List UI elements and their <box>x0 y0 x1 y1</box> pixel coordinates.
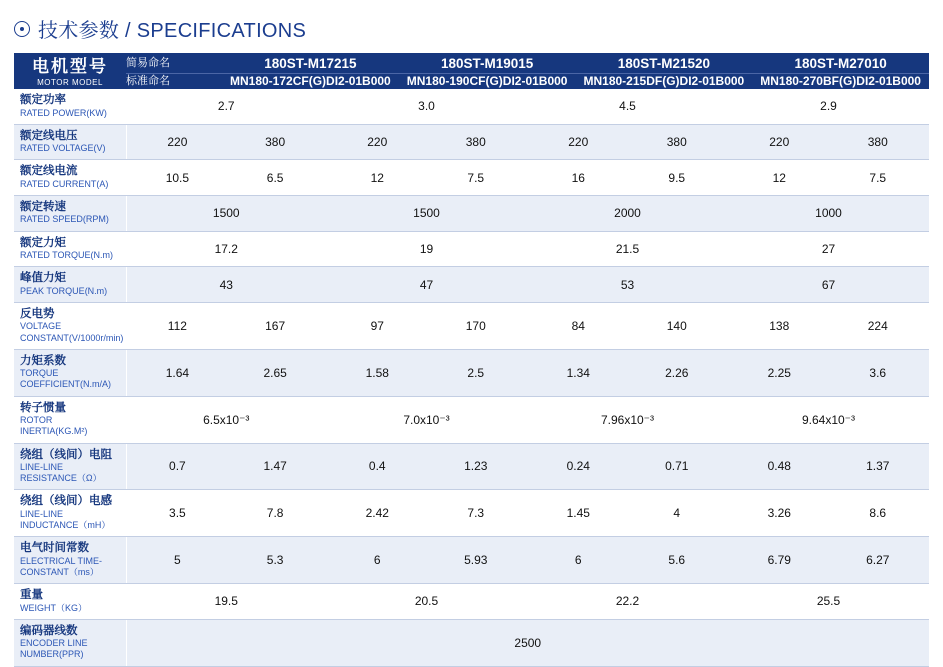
dual-value-group <box>730 459 927 473</box>
model-naming-table <box>126 55 929 89</box>
row-label-en: RATED TORQUE(N.m) <box>20 250 114 261</box>
cell-value: 97 <box>370 318 384 333</box>
row-label-cn: 电气时间常数 <box>20 542 89 555</box>
dual-value-group <box>529 366 726 380</box>
table-cell <box>527 443 728 490</box>
standard-naming-row <box>126 74 929 90</box>
cell-value: 20.5 <box>414 594 439 609</box>
row-label-cn: 力矩系数 <box>20 354 66 367</box>
cell-value: 220 <box>367 135 388 150</box>
dual-value-group <box>730 135 927 149</box>
dual-value-group <box>129 366 325 380</box>
table-row <box>14 490 929 537</box>
row-label <box>14 160 126 196</box>
dual-value-group <box>730 506 927 520</box>
model-naming-header-cell <box>126 55 929 89</box>
cell-value: 19 <box>419 241 434 256</box>
cell-value: 3.26 <box>767 506 791 521</box>
dual-value-group <box>129 319 325 333</box>
table-cell <box>326 124 527 160</box>
cell-value: 7.3 <box>467 506 485 521</box>
row-label-cn: 绕组（线间）电阻 <box>20 448 112 461</box>
model-name-simple: 180ST-M21520 <box>576 55 753 73</box>
row-label-en: TORQUE COEFFICIENT(N.m/A) <box>20 368 111 390</box>
table-cell <box>728 196 929 232</box>
row-label-cn: 额定力矩 <box>20 236 66 249</box>
cell-value: 170 <box>465 318 486 333</box>
motor-model-header-cell <box>14 55 126 89</box>
cell-value: 0.24 <box>566 459 590 474</box>
cell-value: 22.2 <box>615 594 640 609</box>
table-cell <box>126 302 326 349</box>
table-cell <box>326 349 527 396</box>
cell-value: 6.5x10⁻³ <box>203 412 250 427</box>
cell-value: 0.7 <box>169 459 186 474</box>
row-label-cn: 峰值力矩 <box>20 272 66 285</box>
cell-value: 220 <box>167 135 188 150</box>
dual-value-group <box>129 459 325 473</box>
table-cell <box>527 490 728 537</box>
table-row <box>14 584 929 620</box>
dual-value-group <box>129 135 325 149</box>
table-cell <box>728 490 929 537</box>
row-label-cn: 额定线电流 <box>20 165 78 178</box>
table-row <box>14 124 929 160</box>
table-cell <box>326 302 527 349</box>
row-label-en: ELECTRICAL TIME-CONSTANT（ms） <box>20 555 103 577</box>
cell-value: 9.64x10⁻³ <box>801 412 856 427</box>
row-label-cn: 额定转速 <box>20 201 66 214</box>
table-cell <box>728 584 929 620</box>
table-row-encoder <box>14 619 929 666</box>
table-cell <box>728 537 929 584</box>
table-row <box>14 396 929 443</box>
cell-value: 220 <box>769 135 790 150</box>
table-cell <box>326 231 527 267</box>
encoder-line-number-value: 2500 <box>126 619 929 666</box>
row-label <box>14 537 126 584</box>
table-cell <box>126 584 326 620</box>
cell-value: 0.71 <box>665 459 689 474</box>
dual-value-group <box>328 506 525 520</box>
cell-value: 25.5 <box>816 594 841 609</box>
dual-value-group <box>328 553 525 567</box>
cell-value: 112 <box>167 318 187 333</box>
table-row <box>14 302 929 349</box>
table-cell <box>326 537 527 584</box>
cell-value: 1.37 <box>866 459 890 474</box>
dual-value-group <box>529 506 726 520</box>
table-cell <box>728 89 929 124</box>
motor-model-label-cn: 电机型号 <box>32 57 108 77</box>
cell-value: 1.64 <box>165 365 190 380</box>
cell-value: 380 <box>666 135 687 150</box>
cell-value: 6.5 <box>266 170 284 185</box>
cell-value: 7.5 <box>869 170 887 185</box>
row-label <box>14 443 126 490</box>
cell-value: 21.5 <box>615 241 640 256</box>
cell-value: 2.9 <box>820 99 837 114</box>
row-label-en: LINE-LINE INDUCTANCE（mH） <box>20 508 111 531</box>
cell-value: 2.65 <box>263 365 287 380</box>
cell-value: 380 <box>465 135 486 150</box>
table-cell <box>728 302 929 349</box>
cell-value: 10.5 <box>165 170 190 185</box>
row-label <box>14 124 126 160</box>
cell-value: 53 <box>620 277 635 292</box>
table-cell <box>728 443 929 490</box>
row-label-en: RATED POWER(KW) <box>20 107 107 118</box>
cell-value: 380 <box>867 135 888 150</box>
table-cell <box>527 537 728 584</box>
table-cell <box>527 124 728 160</box>
row-label-cn: 额定功率 <box>20 94 66 107</box>
cell-value: 3.5 <box>169 506 186 521</box>
cell-value: 224 <box>867 318 888 333</box>
cell-value: 3.6 <box>869 365 887 380</box>
cell-value: 5.93 <box>464 553 488 568</box>
table-cell <box>126 490 326 537</box>
table-cell <box>126 396 326 443</box>
cell-value: 19.5 <box>214 594 238 609</box>
dual-value-group <box>529 553 726 567</box>
table-cell <box>527 267 728 303</box>
row-label-en: ROTOR INERTIA(KG.M²) <box>20 415 88 437</box>
specifications-body <box>14 89 929 666</box>
cell-value: 1000 <box>815 206 842 221</box>
cell-value: 2.5 <box>467 365 485 380</box>
cell-value: 27 <box>821 241 836 256</box>
cell-value: 7.8 <box>266 506 284 521</box>
table-cell <box>326 490 527 537</box>
table-row <box>14 196 929 232</box>
table-cell <box>126 89 326 124</box>
table-cell <box>126 537 326 584</box>
cell-value: 380 <box>265 135 286 150</box>
cell-value: 6.79 <box>767 553 791 568</box>
table-row <box>14 160 929 196</box>
table-cell <box>728 396 929 443</box>
table-cell <box>126 267 326 303</box>
cell-value: 1.58 <box>365 365 389 380</box>
circle-dot-icon <box>14 21 30 37</box>
row-label-en: VOLTAGE CONSTANT(V/1000r/min) <box>20 321 124 343</box>
model-name-standard: MN180-172CF(G)DI2-01B000 <box>222 74 399 90</box>
row-label-cn: 编码器线数 <box>20 624 78 637</box>
cell-value: 7.0x10⁻³ <box>403 412 450 427</box>
model-name-simple: 180ST-M17215 <box>222 55 399 73</box>
cell-value: 47 <box>419 277 434 292</box>
cell-value: 220 <box>568 135 589 150</box>
specifications-table <box>14 55 929 667</box>
table-cell <box>126 160 326 196</box>
cell-value: 1.45 <box>566 506 590 521</box>
row-label <box>14 349 126 396</box>
cell-value: 3.0 <box>418 99 435 114</box>
table-cell <box>326 196 527 232</box>
cell-value: 167 <box>265 318 286 333</box>
row-label-en: WEIGHT（KG） <box>20 602 87 613</box>
cell-value: 5 <box>174 553 181 568</box>
row-label-en: PEAK TORQUE(N.m) <box>20 285 108 296</box>
cell-value: 84 <box>571 318 585 333</box>
cell-value: 1500 <box>212 206 240 221</box>
table-cell <box>326 160 527 196</box>
table-cell <box>126 443 326 490</box>
cell-value: 7.5 <box>467 170 485 185</box>
cell-value: 2.25 <box>767 365 791 380</box>
row-label-en: RATED VOLTAGE(V) <box>20 143 106 154</box>
table-cell <box>527 302 728 349</box>
table-cell <box>527 584 728 620</box>
dual-value-group <box>129 171 325 185</box>
cell-value: 17.2 <box>214 241 238 256</box>
dual-value-group <box>730 366 927 380</box>
table-cell <box>326 267 527 303</box>
cell-value: 1.47 <box>263 459 287 474</box>
row-label-cn: 反电势 <box>20 307 55 320</box>
table-cell <box>326 89 527 124</box>
cell-value: 6.27 <box>866 553 890 568</box>
simple-naming-label: 简易命名 <box>126 55 222 73</box>
table-cell <box>728 231 929 267</box>
dual-value-group <box>730 319 927 333</box>
dual-value-group <box>328 459 525 473</box>
row-label <box>14 267 126 303</box>
cell-value: 2.42 <box>365 506 389 521</box>
standard-naming-label: 标准命名 <box>126 74 222 90</box>
row-label-en: LINE-LINE RESISTANCE（Ω） <box>20 461 102 484</box>
table-cell <box>728 160 929 196</box>
dual-value-group <box>730 553 927 567</box>
table-cell <box>527 396 728 443</box>
cell-value: 1500 <box>413 206 440 221</box>
cell-value: 12 <box>772 170 786 185</box>
table-cell <box>326 584 527 620</box>
simple-naming-row <box>126 55 929 73</box>
row-label-cn: 额定线电压 <box>20 129 78 142</box>
table-cell <box>326 443 527 490</box>
row-label-cn: 重量 <box>20 589 43 602</box>
dual-value-group <box>529 459 726 473</box>
cell-value: 138 <box>769 318 790 333</box>
table-cell <box>126 231 326 267</box>
dual-value-group <box>328 366 525 380</box>
cell-value: 67 <box>821 277 836 292</box>
table-row <box>14 537 929 584</box>
table-cell <box>527 160 728 196</box>
row-label <box>14 490 126 537</box>
row-label-en: RATED SPEED(RPM) <box>20 214 109 225</box>
dual-value-group <box>328 319 525 333</box>
row-label <box>14 584 126 620</box>
row-label-cn: 绕组（线间）电感 <box>20 495 112 508</box>
table-cell <box>527 231 728 267</box>
cell-value: 1.34 <box>566 365 590 380</box>
cell-value: 7.96x10⁻³ <box>600 412 655 427</box>
table-cell <box>126 196 326 232</box>
cell-value: 4.5 <box>619 99 636 114</box>
cell-value: 6 <box>373 553 381 568</box>
table-cell <box>326 396 527 443</box>
row-label-en: RATED CURRENT(A) <box>20 178 109 189</box>
model-name-simple: 180ST-M19015 <box>399 55 576 73</box>
row-label <box>14 231 126 267</box>
table-row <box>14 443 929 490</box>
row-label-cn: 转子惯量 <box>20 401 66 414</box>
cell-value: 43 <box>219 277 233 292</box>
cell-value: 5.6 <box>668 553 686 568</box>
cell-value: 0.48 <box>767 459 791 474</box>
table-cell <box>728 349 929 396</box>
table-cell <box>126 124 326 160</box>
cell-value: 16 <box>571 170 585 185</box>
cell-value: 1.23 <box>464 459 488 474</box>
page-title-text: 技术参数 / SPECIFICATIONS <box>38 20 307 42</box>
model-name-standard: MN180-190CF(G)DI2-01B000 <box>399 74 576 90</box>
table-row <box>14 349 929 396</box>
dual-value-group <box>529 319 726 333</box>
row-label <box>14 89 126 124</box>
cell-value: 0.4 <box>368 459 386 474</box>
dual-value-group <box>730 171 927 185</box>
table-cell <box>728 124 929 160</box>
dual-value-group <box>328 135 525 149</box>
model-name-standard: MN180-270BF(G)DI2-01B000 <box>752 74 929 90</box>
cell-value: 2000 <box>614 206 641 221</box>
table-cell <box>728 267 929 303</box>
cell-value: 4 <box>673 506 681 521</box>
table-row <box>14 267 929 303</box>
table-cell <box>527 349 728 396</box>
row-label <box>14 396 126 443</box>
row-label <box>14 196 126 232</box>
cell-value: 140 <box>666 318 687 333</box>
specifications-table-wrapper <box>14 53 929 667</box>
dual-value-group <box>529 135 726 149</box>
dual-value-group <box>129 506 325 520</box>
row-label-en: ENCODER LINE NUMBER(PPR) <box>20 638 88 660</box>
cell-value: 8.6 <box>869 506 887 521</box>
row-label <box>14 619 126 666</box>
dual-value-group <box>328 171 525 185</box>
table-cell <box>126 349 326 396</box>
page-title <box>0 0 943 53</box>
cell-value: 6 <box>574 553 582 568</box>
motor-model-label-en: MOTOR MODEL <box>37 77 103 87</box>
cell-value: 9.5 <box>668 170 686 185</box>
cell-value: 2.7 <box>217 99 235 114</box>
table-header-row <box>14 55 929 89</box>
table-row <box>14 231 929 267</box>
dual-value-group <box>529 171 726 185</box>
model-name-simple: 180ST-M27010 <box>752 55 929 73</box>
table-cell <box>527 89 728 124</box>
cell-value: 2.26 <box>665 365 689 380</box>
model-name-standard: MN180-215DF(G)DI2-01B000 <box>576 74 753 90</box>
row-label <box>14 302 126 349</box>
table-cell <box>527 196 728 232</box>
cell-value: 12 <box>370 170 384 185</box>
cell-value: 5.3 <box>266 553 284 568</box>
table-row <box>14 89 929 124</box>
dual-value-group <box>129 553 325 567</box>
